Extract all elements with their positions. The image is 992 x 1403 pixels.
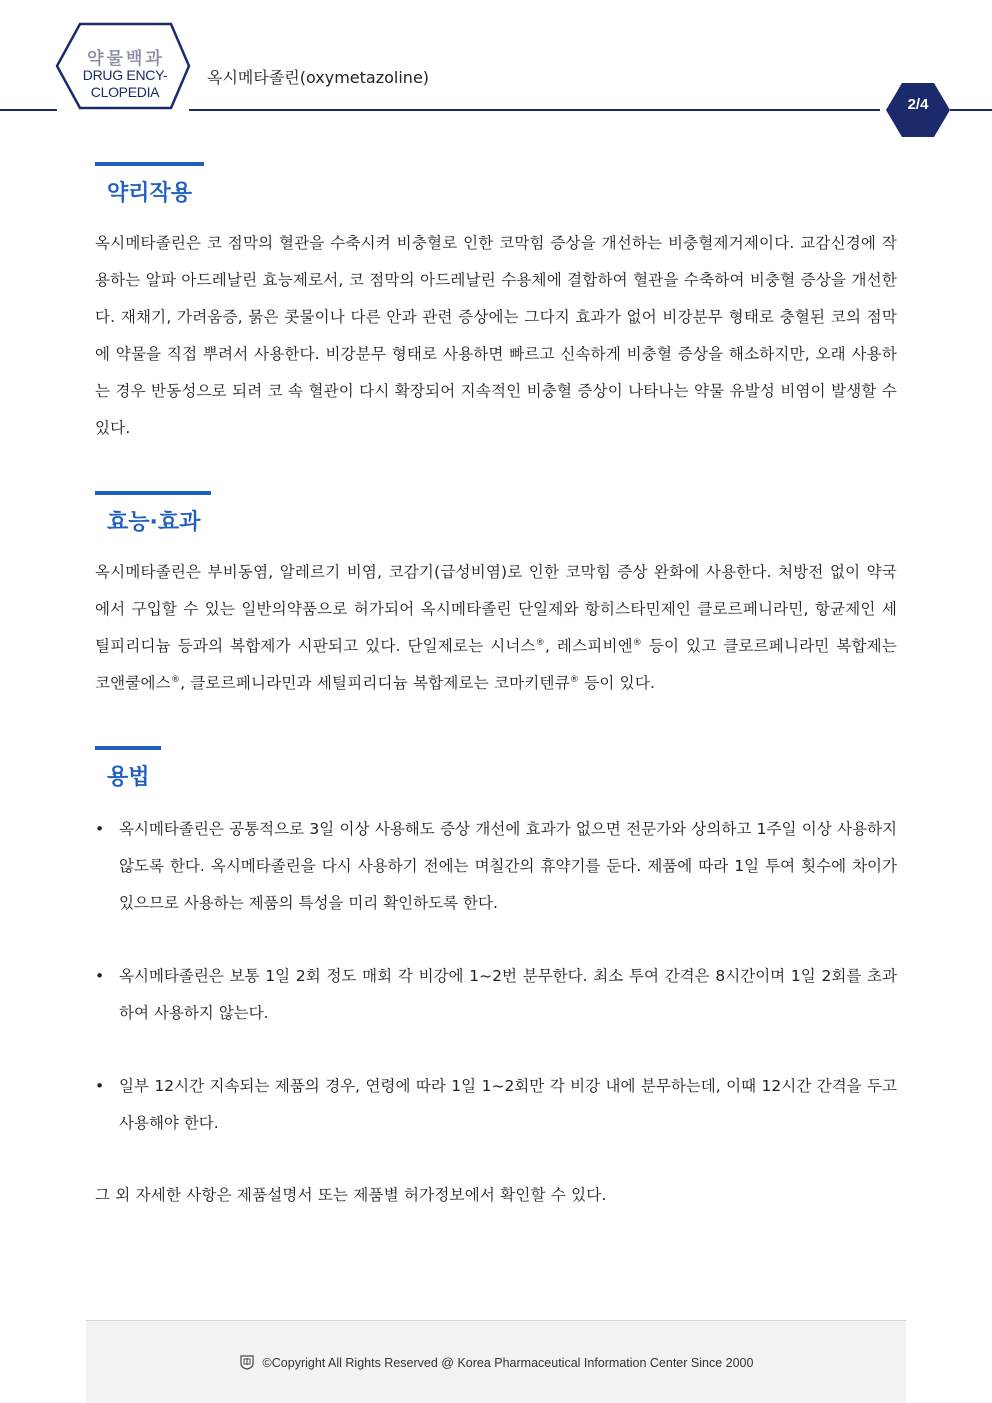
logo-korean: 약물백과 (87, 49, 165, 69)
usage-list (95, 811, 897, 922)
section-bar (95, 746, 161, 750)
copyright-text: ©Copyright All Rights Reserved @ Korea Pharmaceutical Information Center Since 2000 (262, 1355, 754, 1370)
seal-icon (239, 1354, 255, 1373)
efficacy-text-part: 등이 있고 클로르페니라민 복합제는 코앤쿨에스 (95, 637, 898, 692)
section-heading: 용법 (107, 765, 150, 790)
bullet-icon: • (95, 1077, 105, 1095)
registered-mark: ® (632, 638, 642, 648)
bullet-icon: • (95, 967, 105, 985)
list-item-text: 옥시메타졸린은 보통 1일 2회 정도 매회 각 비강에 1~2번 분무한다. 최소 투여 간격은 8시간이며 1일 2회를 초과하여 사용하지 않는다. (119, 967, 897, 1022)
efficacy-text-part: , 클로르페니라민과 세틸피리디늄 복합제로는 코마키텐큐 (180, 674, 570, 692)
list-item (95, 958, 897, 1032)
usage-list (95, 1068, 897, 1142)
logo-english-line2: CLOPEDIA (90, 84, 160, 100)
registered-mark: ® (170, 675, 181, 685)
usage-closing: 그 외 자세한 사항은 제품설명서 또는 제품별 허가정보에서 확인할 수 있다. (95, 1186, 607, 1204)
section-bar (95, 162, 204, 166)
efficacy-text-part: 옥시메타졸린은 부비동염, 알레르기 비염, 코감기(급성비염)로 인한 코막힘 증상 완화에 사용한다. 처방전 없이 약국에서 구입할 수 있는 일반의약품으로 허가되어 옥시메타졸린 단일제와 항히스타민제인 클로르페니라민, 항균제인 세틸피리디늄 등과의 복합제가 시판되고 있다. 단일제로는 시너스 (95, 563, 897, 655)
registered-mark: ® (569, 675, 580, 685)
section-bar (95, 491, 211, 495)
section-heading: 효능·효과 (107, 510, 201, 535)
footer-content (86, 1354, 906, 1373)
bullet-icon: • (95, 820, 105, 838)
efficacy-text (95, 554, 897, 702)
section-efficacy (95, 491, 897, 702)
section-heading: 약리작용 (107, 181, 193, 206)
section-usage (95, 746, 897, 791)
efficacy-text-part: , 레스피비엔 (544, 637, 633, 655)
list-item-text: 일부 12시간 지속되는 제품의 경우, 연령에 따라 1일 1~2회만 각 비강 내에 분무하는데, 이때 12시간 간격을 두고 사용해야 한다. (119, 1077, 897, 1132)
footer (86, 1320, 906, 1403)
pharmacology-text: 옥시메타졸린은 코 점막의 혈관을 수축시켜 비충혈로 인한 코막힘 증상을 개선하는 비충혈제거제이다. 교감신경에 작용하는 알파 아드레날린 효능제로서, 코 점막의 아드레날린 수용체에 결합하여 혈관을 수축하여 비충혈 증상을 개선한다. 재채기, 가려움증, 묽은 콧물이나 다른 안과 관련 증상에는 그다지 효과가 없어 비강분무 형태로 충혈된 코의 점막에 약물을 직접 뿌려서 사용한다. 비강분무 형태로 사용하면 빠르고 신속하게 비충혈 증상을 해소하지만, 오래 사용하는 경우 반동성으로 되려 코 속 혈관이 다시 확장되어 지속적인 비충혈 증상이 나타나는 약물 유발성 비염이 발생할 수 있다. (95, 234, 897, 437)
page-number: 2/4 (907, 96, 929, 113)
list-item-text: 옥시메타졸린은 공통적으로 3일 이상 사용해도 증상 개선에 효과가 없으면 전문가와 상의하고 1주일 이상 사용하지 않도록 한다. 옥시메타졸린을 다시 사용하기 전에는 며칠간의 휴약기를 둔다. 제품에 따라 1일 투여 횟수에 차이가 있으므로 사용하는 제품의 특성을 미리 확인하도록 한다. (119, 820, 897, 912)
list-item (95, 1068, 897, 1142)
section-pharmacology (95, 162, 897, 447)
document-title: 옥시메타졸린(oxymetazoline) (207, 68, 430, 87)
efficacy-text-part: 등이 있다. (579, 674, 656, 692)
logo-english-line1: DRUG ENCY- (82, 67, 168, 83)
usage-list (95, 958, 897, 1032)
list-item (95, 811, 897, 922)
logo-english (70, 67, 180, 101)
registered-mark: ® (535, 638, 545, 648)
